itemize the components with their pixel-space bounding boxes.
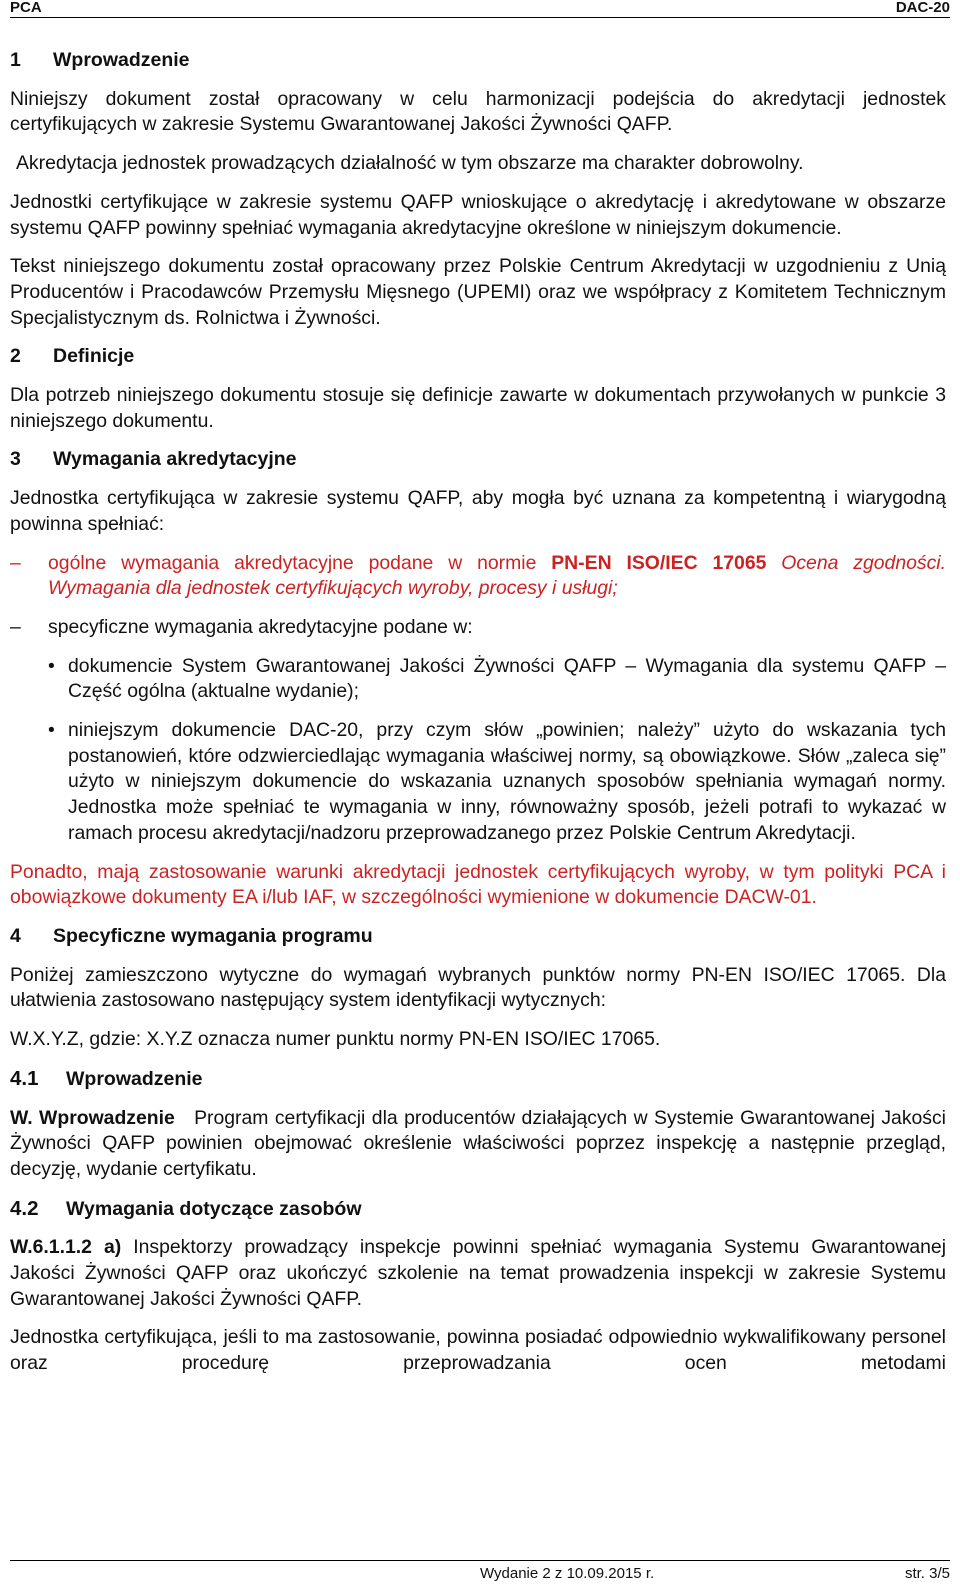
- edition-info: Wydanie 2 z 10.09.2015 r.: [480, 1565, 655, 1582]
- standard-reference: PN-EN ISO/IEC 17065: [551, 551, 767, 574]
- bullet-item: [10, 718, 946, 847]
- section-number: 1: [10, 49, 21, 71]
- list-item-text: specyficzne wymagania akredytacyjne podane w:: [48, 615, 473, 638]
- bullet-item: [10, 654, 946, 705]
- bullet-marker: •: [48, 719, 55, 742]
- section-3-heading: [10, 447, 946, 473]
- standard-title: Ocena zgodności. Wymagania dla jednostek certyfikujących wyroby, procesy i usługi;: [48, 551, 946, 600]
- paragraph: Jednostka certyfikująca w zakresie systemu QAFP, aby mogła być uznana za kompetentną i wiarygodną powinna spełniać:: [10, 487, 946, 535]
- section-title: Wymagania akredytacyjne: [53, 448, 297, 471]
- document-body: [10, 48, 946, 1390]
- section-4-heading: [10, 924, 946, 950]
- section-1-heading: [10, 48, 946, 74]
- list-item: [10, 551, 946, 602]
- paragraph: Jednostka certyfikująca, jeśli to ma zastosowanie, powinna posiadać odpowiednio wykwalifikowany personel oraz procedurę przeprowadzania ocen metodami: [10, 1326, 946, 1375]
- paragraph: Niniejszy dokument został opracowany w celu harmonizacji podejścia do akredytacji jednostek certyfikujących w zakresie Systemu Gwarantowanej Jakości Żywności QAFP.: [10, 87, 946, 136]
- list-item-text: ogólne wymagania akredytacyjne podane w normie: [48, 551, 552, 574]
- dash-marker: –: [10, 615, 21, 638]
- section-number: 4.2: [10, 1196, 39, 1220]
- section-number: 4.1: [10, 1066, 39, 1090]
- bullet-item-text: niniejszym dokumencie DAC-20, przy czym słów „powinien; należy” użyto do wskazania tych postanowień, które odzwierciedlając wymagania właściwej normy, są obowiązkowe. Słów „zaleca się” użyto w niniejszym dokumencie do wskazania uznanych sposobów spełniania wymagań normy. Jednostka może spełniać te wymagania w inny, równoważny sposób, jeżeli potrafi to wykazać w ramach procesu akredytacji/nadzoru przeprowadzanego przez Polskie Centrum Akredytacji.: [68, 719, 946, 844]
- guideline-text: Inspektorzy prowadzący inspekcje powinni spełniać wymagania Systemu Gwarantowanej Jakości Żywności QAFP oraz ukończyć szkolenie na temat prowadzenia inspekcji w zakresie Systemu Gwarantowanej Jakości Żywności QAFP.: [10, 1236, 946, 1310]
- guideline-id: W.6.1.1.2 a): [10, 1236, 122, 1259]
- header-org: PCA: [10, 0, 42, 16]
- page-header: [10, 0, 950, 18]
- section-2-heading: [10, 344, 946, 370]
- paragraph: Poniżej zamieszczono wytyczne do wymagań wybranych punktów normy PN-EN ISO/IEC 17065. Dla ułatwienia zastosowano następujący system identyfikacji wytycznych:: [10, 963, 946, 1012]
- paragraph: Tekst niniejszego dokumentu został opracowany przez Polskie Centrum Akredytacji w uzgodnieniu z Unią Producentów i Pracodawców Przemysłu Mięsnego (UPEMI) oraz we współpracy z Komitetem Technicznym Specjalistycznym ds. Rolnictwa i Żywności.: [10, 255, 946, 329]
- section-4-2-heading: [10, 1196, 946, 1223]
- section-number: 2: [10, 345, 21, 368]
- paragraph: Dla potrzeb niniejszego dokumentu stosuje się definicje zawarte w dokumentach przywołanych w punkcie 3 niniejszego dokumentu.: [10, 384, 946, 432]
- section-title: Wymagania dotyczące zasobów: [66, 1197, 362, 1220]
- dash-marker: –: [10, 551, 21, 574]
- section-title: Wprowadzenie: [66, 1067, 203, 1090]
- section-number: 4: [10, 924, 21, 947]
- bullet-marker: •: [48, 654, 55, 677]
- page-footer: [10, 1560, 950, 1581]
- paragraph-highlighted: Ponadto, mają zastosowanie warunki akredytacji jednostek certyfikujących wyroby, w tym polityki PCA i obowiązkowe dokumenty EA i/lub IAF, w szczególności wymienione w dokumencie DACW-01.: [10, 860, 946, 909]
- guideline-text: Program certyfikacji dla producentów działających w Systemie Gwarantowanej Jakości Żywności QAFP powinien obejmować określenie właściwości poprzez inspekcję a następnie przegląd, decyzję, wydanie certyfikatu.: [10, 1106, 946, 1180]
- bullet-item-text: dokumencie System Gwarantowanej Jakości Żywności QAFP – Wymagania dla systemu QAFP – Część ogólna (aktualne wydanie);: [68, 654, 946, 703]
- section-number: 3: [10, 448, 21, 471]
- page-number: str. 3/5: [904, 1565, 950, 1582]
- section-title: Wprowadzenie: [53, 49, 190, 71]
- paragraph: Jednostki certyfikujące w zakresie systemu QAFP wnioskujące o akredytację i akredytowane w obszarze systemu QAFP powinny spełniać wymagania akredytacyjne określone w niniejszym dokumencie.: [10, 190, 946, 239]
- section-title: Definicje: [53, 345, 135, 368]
- paragraph: [10, 1235, 946, 1312]
- paragraph: W.X.Y.Z, gdzie: X.Y.Z oznacza numer punktu normy PN-EN ISO/IEC 17065.: [10, 1028, 661, 1051]
- paragraph: [10, 1106, 946, 1183]
- guideline-id: W. Wprowadzenie: [10, 1106, 175, 1129]
- header-doc-code: DAC-20: [895, 0, 950, 16]
- paragraph: Akredytacja jednostek prowadzących działalność w tym obszarze ma charakter dobrowolny.: [16, 152, 804, 175]
- section-4-1-heading: [10, 1066, 946, 1093]
- section-title: Specyficzne wymagania programu: [53, 924, 373, 947]
- list-item: [10, 615, 946, 641]
